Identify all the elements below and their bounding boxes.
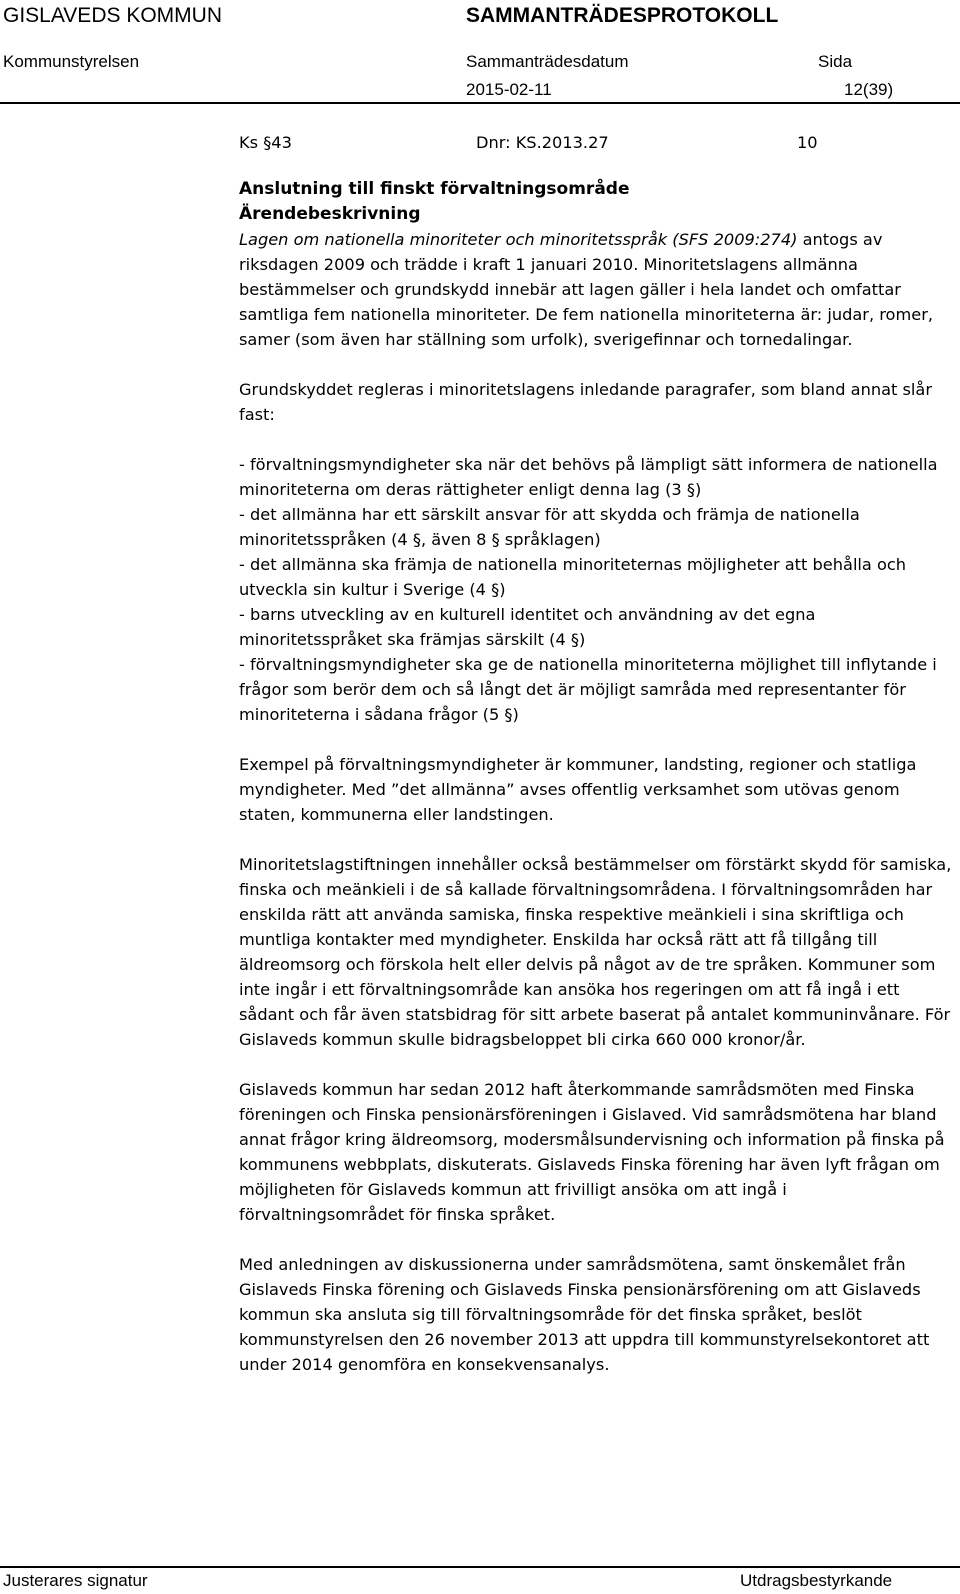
footer-divider [0,1566,960,1568]
org-name: GISLAVEDS KOMMUN [3,4,222,27]
case-number: Ks §43 [239,133,292,152]
list-item: - barns utveckling av en kulturell identitet och användning av det egna minoritetsspråket ska främjas särskilt (4 §) [239,605,816,649]
paragraph-1-text: antogs av riksdagen 2009 och trädde i kraft 1 januari 2010. Minoritetslagens allmänna bestämmelser och grundskydd innebär att lagen gäller i hela landet och omfattar samtliga fem nationella minoriteter. De fem nationella minoriteterna är: judar, romer, samer (som även har ställning som urfolk), sverigefinnar och tornedalingar. [239,230,933,349]
page-label: Sida [818,52,853,71]
case-title: Anslutning till finskt förvaltningsområde [239,179,630,199]
section-heading: Ärendebeskrivning [239,204,421,224]
case-dnr: Dnr: KS.2013.27 [476,133,609,152]
page-header [0,0,960,104]
law-title: Lagen om nationella minoriteter och minoritetsspråk (SFS 2009:274) [239,230,798,249]
list-item: - det allmänna ska främja de nationella minoriteternas möjligheter att behålla och utveckla sin kultur i Sverige (4 §) [239,555,907,599]
case-reference [239,130,955,155]
rights-list [239,452,955,727]
paragraph-6: Med anledningen av diskussionerna under samrådsmötena, samt önskemålet från Gislaveds Finska förening och Gislaveds Finska pensionärsförening om att Gislaveds kommun ska ansluta sig till förvaltningsområde för det finska språket, beslöt kommunstyrelsen den 26 november 2013 att uppdra till kommunstyrelsekontoret att under 2014 genomföra en konsekvensanalys. [239,1255,930,1374]
date-label: Sammanträdesdatum [466,52,629,71]
meeting-date: 2015-02-11 [466,80,552,99]
paragraph-3: Exempel på förvaltningsmyndigheter är kommuner, landsting, regioner och statliga myndigheter. Med ”det allmänna” avses offentlig verksamhet som utövas genom staten, kommunerna eller landstingen. [239,755,917,824]
list-item: - det allmänna har ett särskilt ansvar för att skydda och främja de nationella minoritetsspråken (4 §, även 8 § språklagen) [239,505,860,549]
committee-name: Kommunstyrelsen [3,52,140,71]
footer-certification-label: Utdragsbestyrkande [740,1571,893,1590]
document-body [239,130,955,1377]
header-divider [0,102,960,104]
case-code: 10 [797,133,818,152]
document-type: SAMMANTRÄDESPROTOKOLL [466,4,779,27]
page-number: 12(39) [844,80,894,99]
list-item: - förvaltningsmyndigheter ska ge de nationella minoriteterna möjlighet till inflytande i frågor som berör dem och så långt det är möjligt samråda med representanter för minoriteterna i sådana frågor (5 §) [239,655,937,724]
footer-signature-label: Justerares signatur [3,1571,148,1590]
paragraph-2: Grundskyddet regleras i minoritetslagens inledande paragrafer, som bland annat slår fast: [239,380,933,424]
paragraph-1 [239,227,955,352]
paragraph-5: Gislaveds kommun har sedan 2012 haft återkommande samrådsmöten med Finska föreningen och Finska pensionärsföreningen i Gislaved. Vid samrådsmötena har bland annat frågor kring äldreomsorg, modersmålsundervisning och information på finska på kommunens webbplats, diskuterats. Gislaveds Finska förening har även lyft frågan om möjligheten för Gislaveds kommun att frivilligt ansöka om att ingå i förvaltningsområdet för finska språket. [239,1080,945,1224]
list-item: - förvaltningsmyndigheter ska när det behövs på lämpligt sätt informera de nationella minoriteterna om deras rättigheter enligt denna lag (3 §) [239,455,938,499]
paragraph-4: Minoritetslagstiftningen innehåller också bestämmelser om förstärkt skydd för samiska, finska och meänkieli i de så kallade förvaltningsområdena. I förvaltningsområden har enskilda rätt att använda samiska, finska respektive meänkieli i sina skriftliga och muntliga kontakter med myndigheter. Enskilda har också rätt att få tillgång till äldreomsorg och förskola helt eller delvis på något av de tre språken. Kommuner som inte ingår i ett förvaltningsområde kan ansöka hos regeringen om att få ingå i ett sådant och får även statsbidrag för sitt arbete baserat på antalet kommuninvånare. För Gislaveds kommun skulle bidragsbeloppet bli cirka 660 000 kronor/år. [239,855,952,1049]
